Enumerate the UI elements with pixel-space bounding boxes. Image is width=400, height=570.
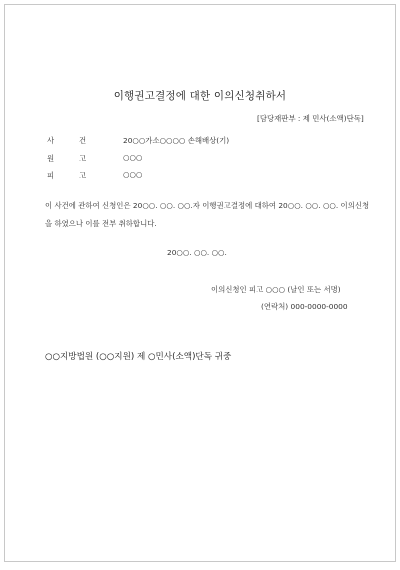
field-label-defendant	[47, 170, 107, 180]
field-label-plaintiff-char2: 고	[79, 154, 87, 163]
document-date: 20○○. ○○. ○○.	[167, 248, 227, 257]
document-title: 이행권고결정에 대한 이의신청취하서	[113, 90, 287, 102]
field-label-case-char1: 사	[47, 136, 55, 145]
field-label-defendant-char1: 피	[47, 171, 55, 180]
signature-line: 이의신청인 피고 ○○○ (날인 또는 서명)	[211, 285, 341, 294]
recipient-court: ○○지방법원 (○○지원) 제 ○민사(소액)단독 귀중	[45, 352, 232, 362]
field-value-defendant: ○○○	[123, 170, 143, 179]
field-label-plaintiff	[47, 153, 107, 163]
field-label-defendant-char2: 고	[79, 171, 87, 180]
field-label-case-char2: 건	[79, 136, 87, 145]
field-label-case	[47, 135, 107, 145]
contact-line: (연락처) 000-0000-0000	[261, 302, 348, 311]
document-page	[4, 4, 396, 562]
field-value-case: 20○○가소○○○○ 손해배상(기)	[123, 136, 230, 145]
field-value-plaintiff: ○○○	[123, 153, 143, 162]
field-label-plaintiff-char1: 원	[47, 154, 55, 163]
body-text: 이 사건에 관하여 신청인은 20○○. ○○. ○○.자 이행권고결정에 대하여 20○○. ○○. ○○. 이의신청을 하였으나 이를 전부 취하합니다.	[45, 201, 370, 228]
court-assignment: [담당재판부 : 제 민사(소액)단독]	[257, 114, 364, 123]
